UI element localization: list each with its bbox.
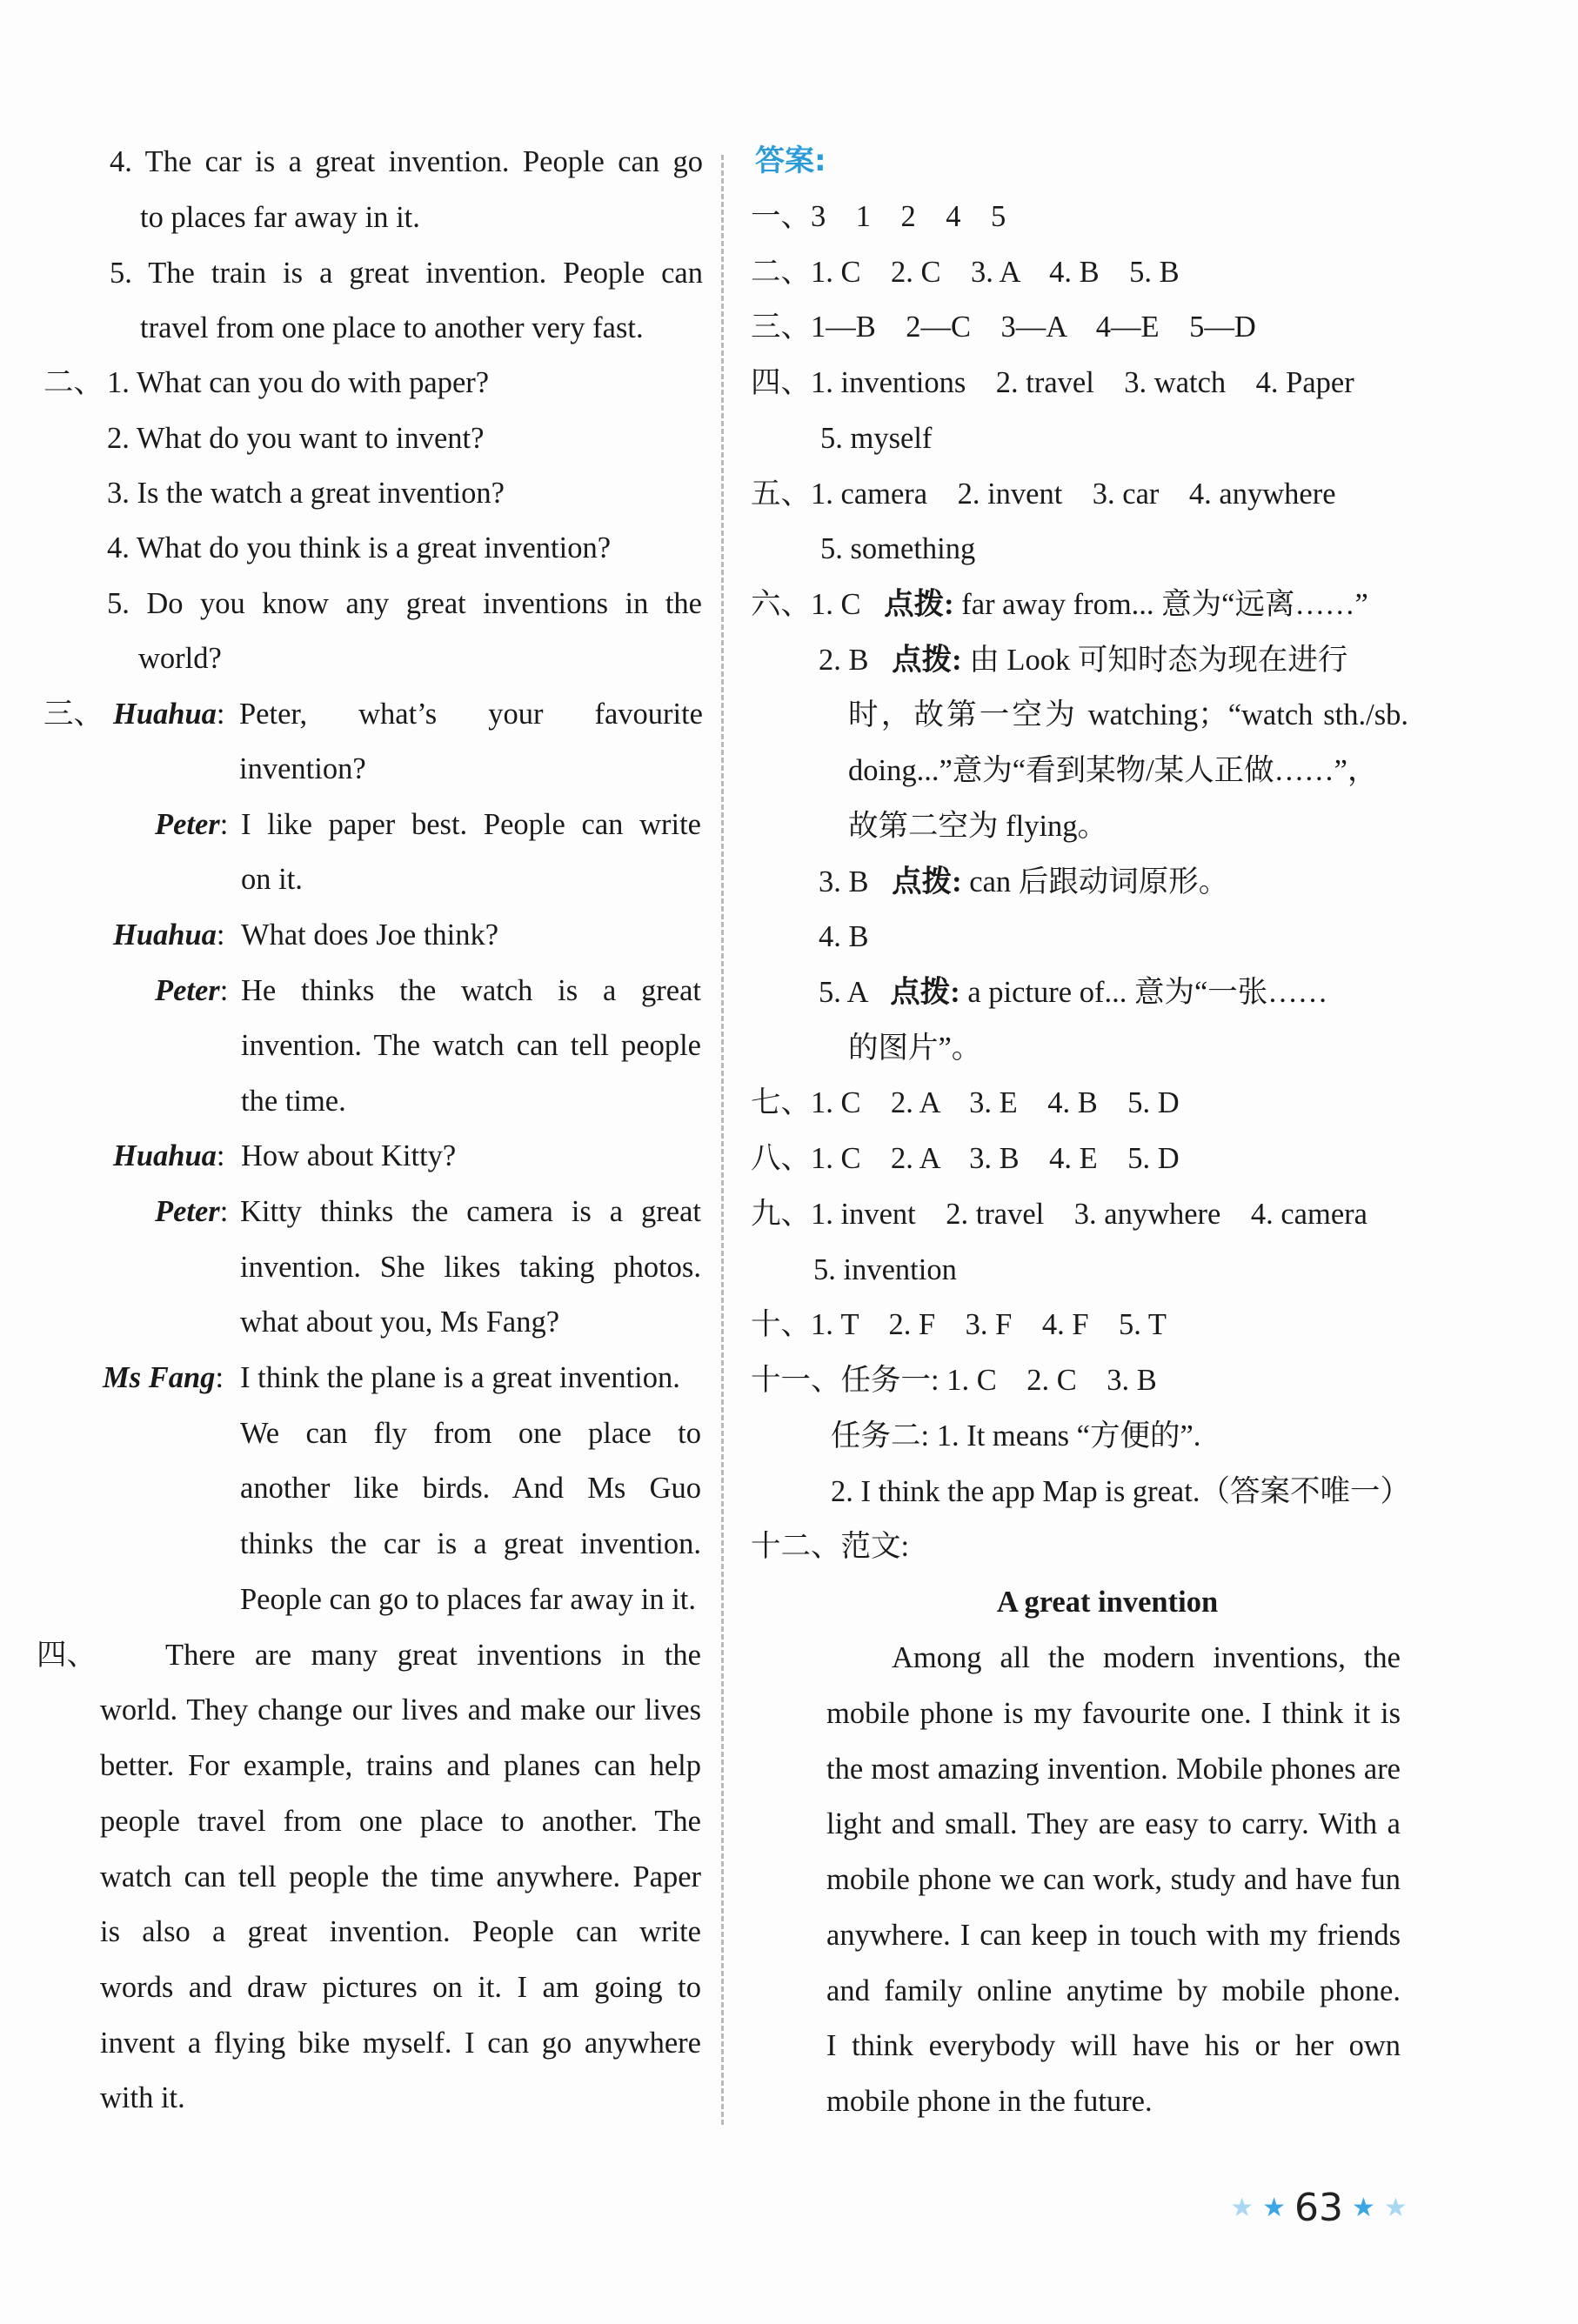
passage-line: watch can tell people the time anywhere. Paper (100, 1860, 701, 1893)
answer-line: 八、1. C 2. A 3. B 4. E 5. D (751, 1142, 1180, 1175)
text-line: travel from one place to another very fast. (140, 311, 644, 344)
passage-line: is also a great invention. People can write (100, 1915, 701, 1948)
passage-line: words and draw pictures on it. I am going to (100, 1971, 701, 2004)
dialogue-line: invention. The watch can tell people (241, 1029, 701, 1062)
question-line: 1. What can you do with paper? (107, 366, 490, 399)
dialogue-line: the time. (241, 1085, 346, 1118)
answer-line: 5. invention (813, 1253, 957, 1286)
answer-line: 时，故第一空为 watching；“watch sth./sb. (848, 698, 1408, 731)
answer-line: 2. I think the app Map is great.（答案不唯一） (831, 1475, 1410, 1508)
answer-line: 4. B (819, 920, 869, 953)
dialogue-line: He thinks the watch is a great (241, 974, 701, 1007)
question-line: 5. Do you know any great inventions in the (107, 587, 702, 620)
dialogue-line: invention. She likes taking photos. (240, 1251, 701, 1284)
answer-line: doing...”意为“看到某物/某人正做……”， (848, 754, 1378, 787)
question-line: 3. Is the watch a great invention? (107, 477, 505, 510)
answer-line: 二、1. C 2. C 3. A 4. B 5. B (751, 256, 1180, 289)
star-icon: ★ (1262, 2192, 1286, 2223)
answer-line: 5. myself (820, 422, 933, 455)
essay-line: the most amazing invention. Mobile phones are (826, 1753, 1401, 1786)
essay-line: light and small. They are easy to carry. With a (826, 1807, 1401, 1840)
star-icon: ★ (1383, 2192, 1407, 2223)
answer-line: 故第二空为 flying。 (848, 810, 1108, 843)
speaker-peter: Peter: (155, 974, 229, 1007)
dialogue-line: what about you, Ms Fang? (240, 1306, 560, 1339)
essay-line: mobile phone is my favourite one. I think it is (826, 1697, 1401, 1730)
answer-line: 六、1. C 点拨: far away from... 意为“远离……” (751, 588, 1368, 621)
dialogue-line: Kitty thinks the camera is a great (240, 1195, 701, 1228)
question-line: 4. What do you think is a great invention? (107, 531, 612, 564)
essay-line: Among all the modern inventions, the (892, 1641, 1401, 1674)
dialogue-line: I like paper best. People can write (241, 808, 701, 841)
speaker-huahua: Huahua: (113, 1139, 225, 1172)
answer-line: 三、1—B 2—C 3—A 4—E 5—D (751, 311, 1256, 344)
dialogue-line: We can fly from one place to (240, 1417, 701, 1450)
essay-line: I think everybody will have his or her own (826, 2029, 1401, 2062)
answer-line: 5. A 点拨: a picture of... 意为“一张…… (819, 976, 1328, 1009)
answer-line: 的图片”。 (848, 1032, 982, 1065)
dialogue-line: What does Joe think? (241, 918, 499, 952)
answer-line: 四、1. inventions 2. travel 3. watch 4. Paper (751, 366, 1354, 399)
dialogue-line: People can go to places far away in it. (240, 1583, 697, 1616)
dialogue-line: another like birds. And Ms Guo (240, 1472, 701, 1505)
passage-line: world. They change our lives and make our lives (100, 1693, 701, 1726)
dialogue-line: thinks the car is a great invention. (240, 1527, 701, 1560)
star-icon: ★ (1352, 2192, 1375, 2223)
dialogue-line: How about Kitty? (241, 1139, 457, 1172)
section-label: 二、 (43, 366, 104, 399)
answer-line: 五、1. camera 2. invent 3. car 4. anywhere (751, 477, 1336, 511)
answer-line: 七、1. C 2. A 3. E 4. B 5. D (751, 1086, 1180, 1119)
text-line: 5. The train is a great invention. People can (110, 257, 703, 290)
speaker-peter: Peter: (155, 1195, 229, 1228)
page-number-footer (1214, 2183, 1423, 2232)
passage-line: invent a flying bike myself. I can go anywhere (100, 2027, 701, 2060)
text-line: 4. The car is a great invention. People can go (110, 145, 703, 178)
answer-line: 任务二: 1. It means “方便的”. (831, 1419, 1201, 1452)
star-icon: ★ (1230, 2192, 1254, 2223)
speaker-msfang: Ms Fang: (103, 1361, 224, 1394)
answer-line: 3. B 点拨: can 后跟动词原形。 (819, 865, 1229, 898)
page-number: 63 (1294, 2185, 1343, 2230)
answer-line: 一、3 1 2 4 5 (751, 200, 1006, 233)
question-line: 2. What do you want to invent? (107, 422, 485, 455)
speaker-peter: Peter: (155, 808, 229, 841)
passage-line: people travel from one place to another. The (100, 1805, 701, 1838)
section-label: 四、 (37, 1639, 97, 1672)
column-divider (721, 155, 724, 2125)
passage-line: better. For example, trains and planes can help (100, 1749, 701, 1782)
dialogue-line: on it. (241, 863, 303, 896)
answer-line: 九、1. invent 2. travel 3. anywhere 4. camera (751, 1198, 1367, 1231)
passage-line: with it. (100, 2081, 185, 2114)
answer-line: 十二、范文: (751, 1530, 910, 1563)
answers-title: 答案: (755, 144, 826, 178)
essay-line: anywhere. I can keep in touch with my friends (826, 1919, 1401, 1952)
dialogue-line: Peter, what’s your favourite (239, 698, 703, 731)
dialogue-line: I think the plane is a great invention. (240, 1361, 680, 1394)
dialogue-line: invention? (239, 752, 366, 785)
speaker-huahua: Huahua: (113, 698, 225, 731)
essay-line: and family online anytime by mobile phone. (826, 1974, 1401, 2007)
text-line: to places far away in it. (140, 201, 420, 234)
question-line: world? (138, 642, 222, 675)
section-label: 三、 (43, 698, 104, 731)
answer-line: 5. something (820, 532, 976, 565)
essay-line: mobile phone in the future. (826, 2085, 1153, 2118)
answer-line: 十、1. T 2. F 3. F 4. F 5. T (751, 1308, 1167, 1341)
passage-line: There are many great inventions in the (165, 1639, 701, 1672)
essay-title: A great invention (996, 1586, 1219, 1619)
answer-line: 十一、任务一: 1. C 2. C 3. B (751, 1364, 1157, 1397)
speaker-huahua: Huahua: (113, 918, 225, 952)
essay-line: mobile phone we can work, study and have fun (826, 1863, 1401, 1896)
answer-line: 2. B 点拨: 由 Look 可知时态为现在进行 (819, 644, 1348, 677)
